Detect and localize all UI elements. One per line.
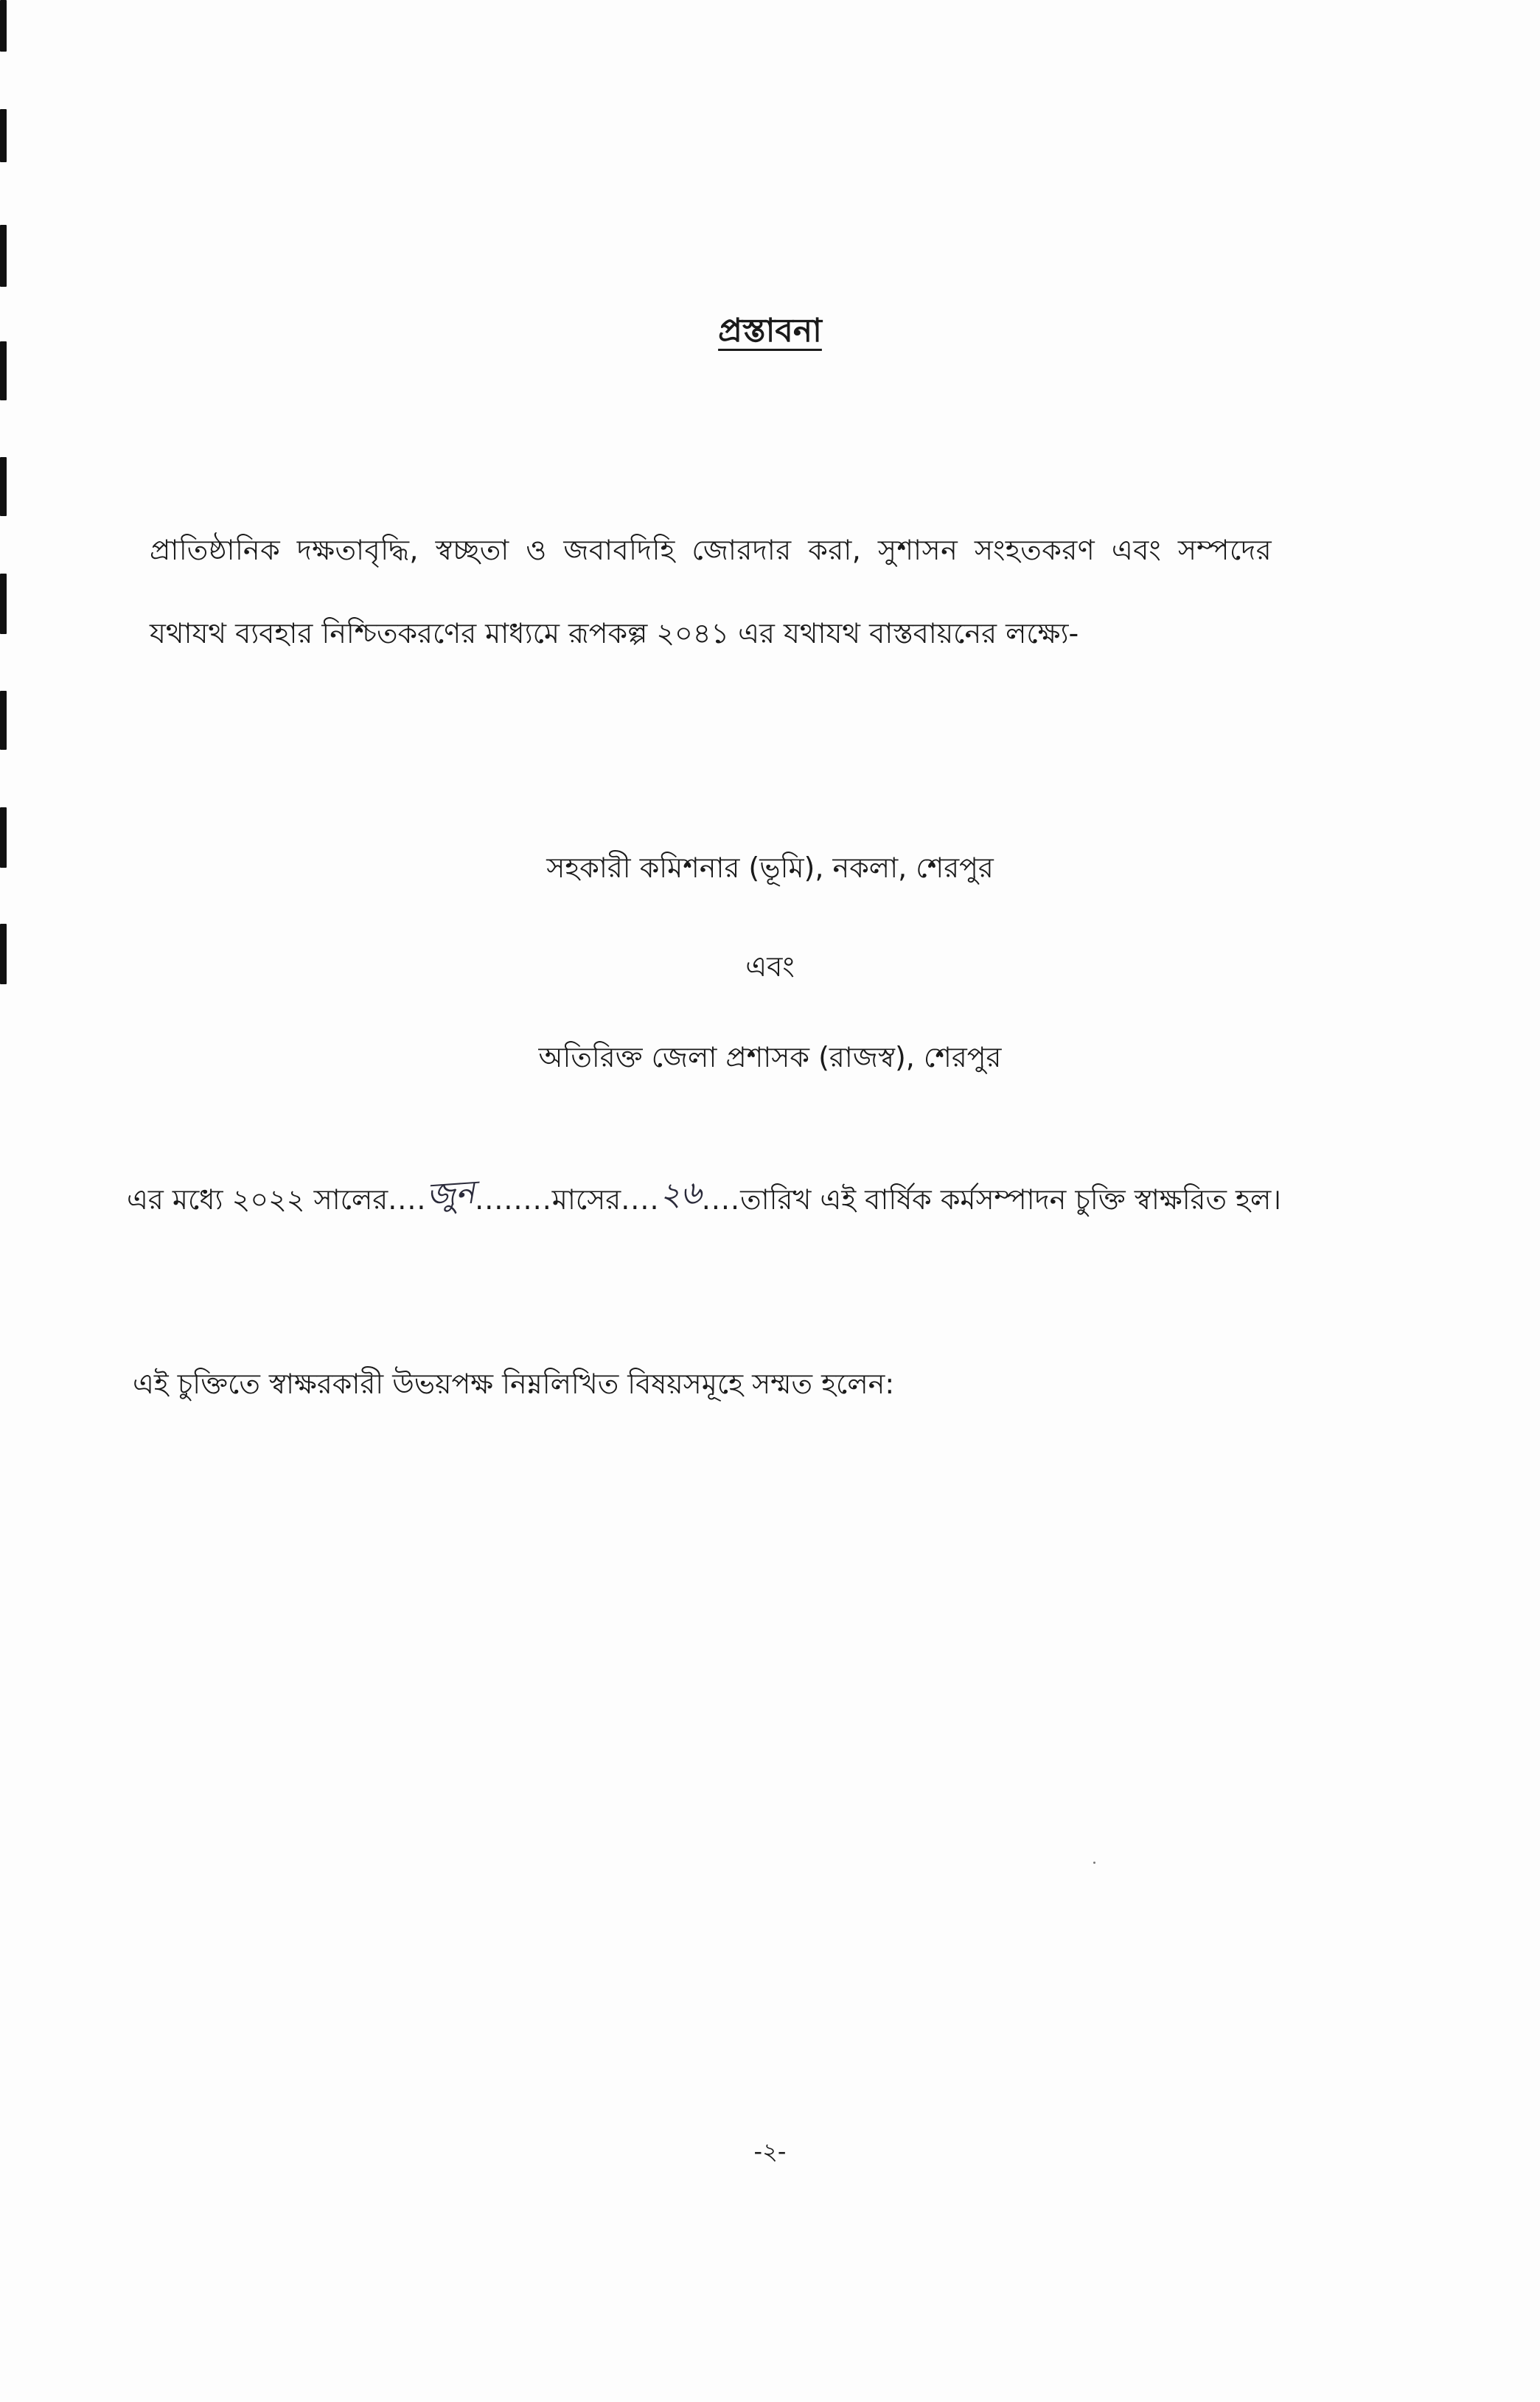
date-line-suffix: তারিখ এই বার্ষিক কর্মসম্পাদন চুক্তি স্বাক্ষরিত হল। xyxy=(740,1183,1281,1216)
preamble-line-2: যথাযথ ব্যবহার নিশ্চিতকরণের মাধ্যমে রূপকল্প ২০৪১ এর যথাযথ বাস্তবায়নের লক্ষ্যে- xyxy=(150,617,1079,650)
binder-mark xyxy=(0,574,7,634)
page-number: -২- xyxy=(753,2137,787,2165)
preamble-line-1: প্রাতিষ্ঠানিক দক্ষতাবৃদ্ধি, স্বচ্ছতা ও জবাবদিহি জোরদার করা, সুশাসন সংহতকরণ এবং সম্পদের xyxy=(150,534,1272,566)
signing-date-line xyxy=(127,1174,1281,1228)
document-title-text: প্রস্তাবনা xyxy=(718,312,822,349)
binder-mark xyxy=(0,225,7,287)
date-line-prefix: এর মধ্যে ২০২২ সালের xyxy=(127,1183,389,1216)
handwritten-day: ২৬ xyxy=(658,1174,703,1214)
second-party: অতিরিক্ত জেলা প্রশাসক (রাজস্ব), শেরপুর xyxy=(538,1041,1002,1073)
binder-mark xyxy=(0,691,7,750)
paper-speck xyxy=(1093,1862,1095,1864)
document-title xyxy=(0,306,1540,360)
dotted-blank: .... xyxy=(621,1183,660,1216)
first-party: সহকারী কমিশনার (ভূমি), নকলা, শেরপুর xyxy=(546,852,994,884)
dotted-blank: .... xyxy=(701,1183,741,1216)
agreement-statement: এই চুক্তিতে স্বাক্ষরকারী উভয়পক্ষ নিম্নলিখিত বিষয়সমূহে সম্মত হলেন: xyxy=(133,1368,895,1400)
binder-mark xyxy=(0,457,7,516)
binder-mark xyxy=(0,109,7,162)
dotted-blank: ........ xyxy=(475,1183,552,1216)
month-suffix: মাসের xyxy=(551,1183,621,1216)
handwritten-month: জুন xyxy=(425,1173,476,1215)
conjunction: এবং xyxy=(745,950,795,983)
binder-mark xyxy=(0,0,7,52)
dotted-blank: .... xyxy=(388,1183,427,1216)
